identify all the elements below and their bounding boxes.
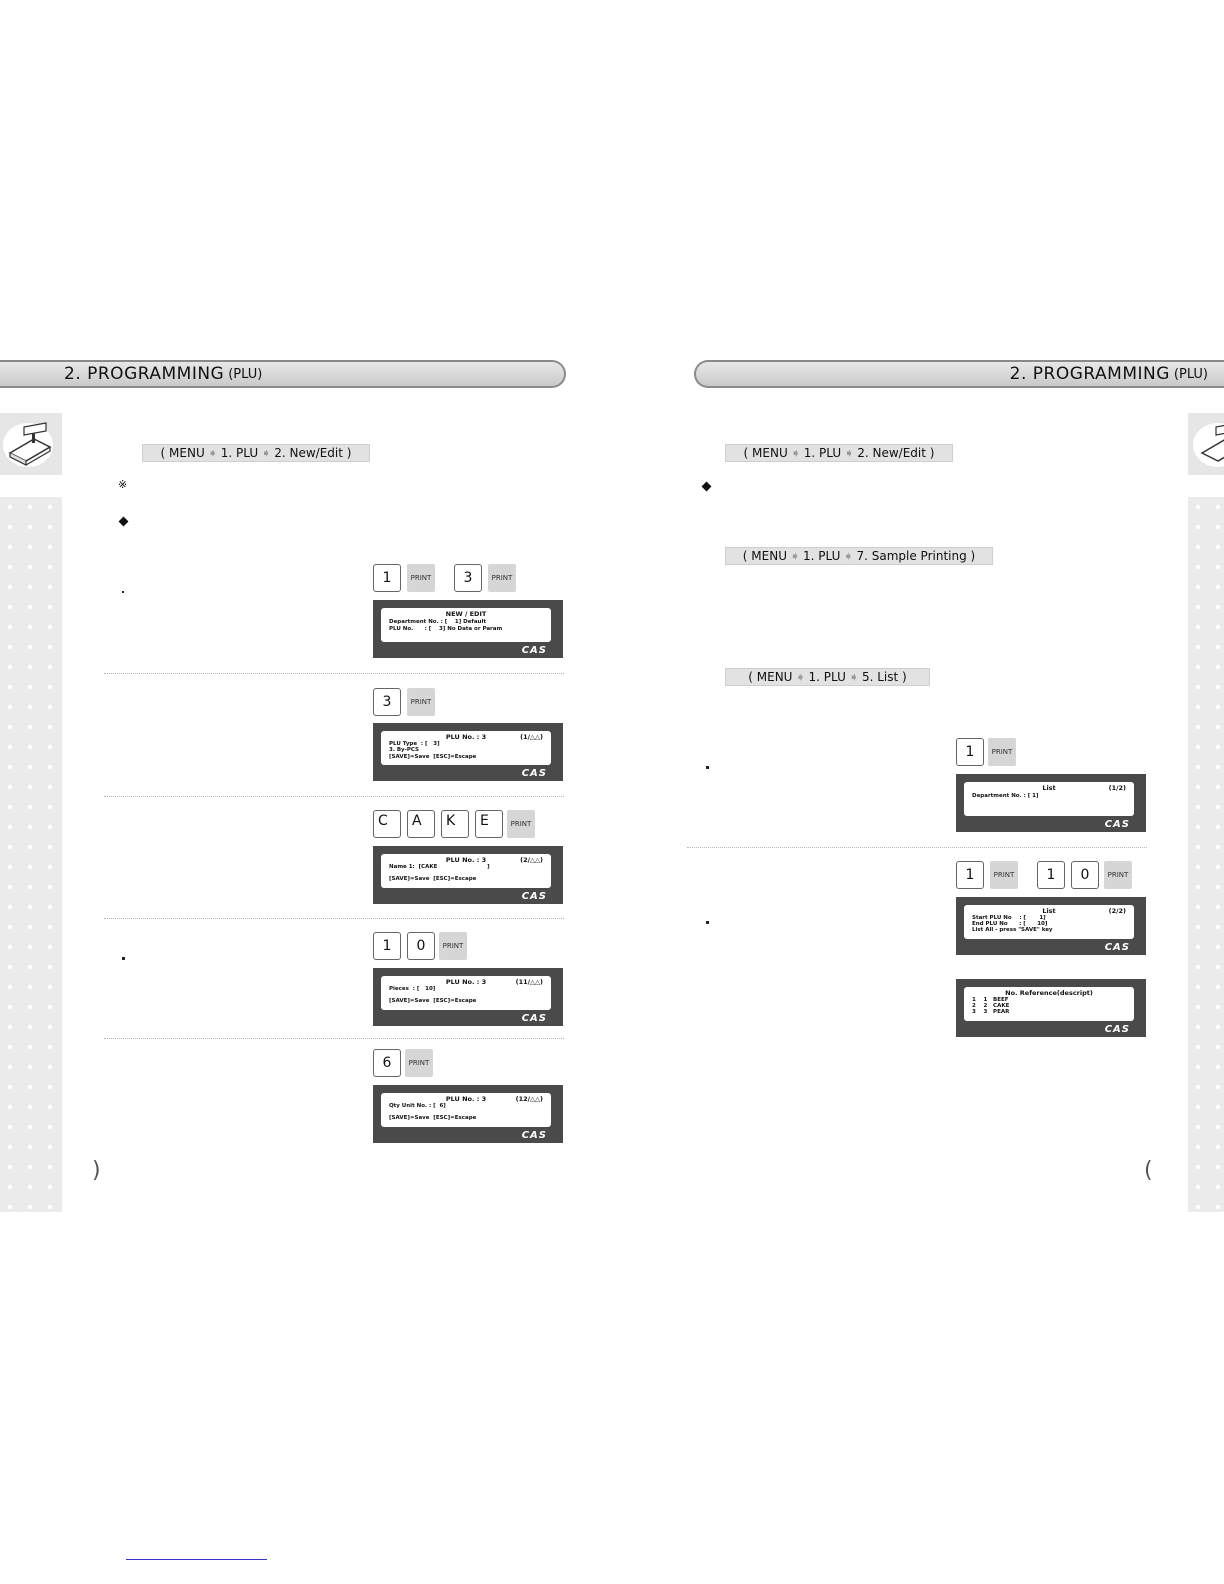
lcd-line: Pieces : [ 10] <box>389 986 436 992</box>
cas-logo: CAS <box>1104 942 1130 953</box>
lcd-line: [SAVE]=Save [ESC]=Escape <box>389 876 477 882</box>
menu-path-part: 1. PLU <box>803 549 841 563</box>
key-1[interactable]: 1 <box>373 932 401 960</box>
lcd-line: Name 1: [CAKE ] <box>389 864 490 870</box>
divider <box>104 673 564 674</box>
header-bar-right <box>694 360 1224 388</box>
print-key[interactable]: PRINT <box>488 564 516 592</box>
menu-path <box>142 444 370 462</box>
arrow-right-icon: ➧ <box>789 549 801 563</box>
lcd-display <box>956 897 1146 955</box>
lcd-title: PLU No. : 3 <box>445 978 487 986</box>
lcd-title: PLU No. : 3 <box>445 1095 487 1103</box>
print-key[interactable]: PRINT <box>407 564 435 592</box>
lcd-page: (1/△△) <box>520 733 543 741</box>
print-key[interactable]: PRINT <box>507 810 535 838</box>
lcd-display <box>956 774 1146 832</box>
menu-path-part: 7. Sample Printing ) <box>856 549 976 563</box>
print-key[interactable]: PRINT <box>1104 861 1132 889</box>
menu-path-part: 1. PLU <box>220 446 259 460</box>
lcd-line: PLU Type : [ 3] <box>389 741 440 747</box>
cas-logo: CAS <box>521 768 547 779</box>
menu-path-part: 2. New/Edit ) <box>274 446 352 460</box>
page-number-bracket: ) <box>92 1158 101 1183</box>
bullet-icon <box>706 766 709 769</box>
header-title: 2. PROGRAMMING <box>1009 364 1170 384</box>
lcd-title: List <box>1042 784 1056 792</box>
arrow-right-icon: ➧ <box>848 670 859 684</box>
lcd-line: List All - press "SAVE" key <box>972 927 1053 933</box>
key-1[interactable]: 1 <box>1037 861 1065 889</box>
arrow-right-icon: ➧ <box>790 446 801 460</box>
diamond-bullet-icon <box>702 482 712 492</box>
key-1[interactable]: 1 <box>373 564 401 592</box>
lcd-line: 2 2 CAKE <box>972 1003 1010 1009</box>
key-c[interactable]: C <box>373 810 401 838</box>
menu-path <box>725 444 953 462</box>
lcd-page: (2/△△) <box>520 856 543 864</box>
lcd-display <box>373 1085 563 1143</box>
arrow-right-icon: ➧ <box>843 549 854 563</box>
key-e[interactable]: E <box>475 810 503 838</box>
cas-logo: CAS <box>1104 1024 1130 1035</box>
menu-path-part: ( MENU <box>743 446 788 460</box>
print-key[interactable]: PRINT <box>988 738 1016 766</box>
menu-path-part: 1. PLU <box>808 670 846 684</box>
key-a[interactable]: A <box>407 810 435 838</box>
note-mark: ※ <box>118 478 128 491</box>
key-6[interactable]: 6 <box>373 1049 401 1077</box>
header-bar-left <box>0 360 566 388</box>
lcd-line: [SAVE]=Save [ESC]=Escape <box>389 754 477 760</box>
lcd-line: Start PLU No : [ 1] <box>972 915 1046 921</box>
key-3[interactable]: 3 <box>373 688 401 716</box>
lcd-page: (2/2) <box>1108 907 1126 915</box>
lcd-line: 3 3 PEAR <box>972 1009 1010 1015</box>
scale-icon <box>1188 413 1224 475</box>
cas-logo: CAS <box>521 891 547 902</box>
print-key[interactable]: PRINT <box>439 932 467 960</box>
side-strip-right <box>1188 497 1224 1212</box>
menu-path-part: ( MENU <box>160 446 205 460</box>
lcd-display <box>373 968 563 1026</box>
lcd-line: Qty Unit No. : [ 6] <box>389 1103 446 1109</box>
lcd-display <box>373 846 563 904</box>
key-0[interactable]: 0 <box>407 932 435 960</box>
header-subtitle: (PLU) <box>228 366 263 382</box>
divider <box>104 796 564 797</box>
lcd-page: (11/△△) <box>515 978 543 986</box>
lcd-display <box>956 979 1146 1037</box>
lcd-line: [SAVE]=Save [ESC]=Escape <box>389 1115 477 1121</box>
lcd-page: (1/2) <box>1108 784 1126 792</box>
print-key[interactable]: PRINT <box>405 1049 433 1077</box>
key-3[interactable]: 3 <box>454 564 482 592</box>
footer-link-line <box>126 1559 267 1560</box>
key-0[interactable]: 0 <box>1071 861 1099 889</box>
diamond-bullet-icon <box>119 517 129 527</box>
menu-path <box>725 668 930 686</box>
divider <box>104 918 564 919</box>
lcd-title: List <box>1042 907 1056 915</box>
bullet-icon <box>122 957 125 960</box>
menu-path-part: ( MENU <box>748 670 793 684</box>
lcd-line: 1 1 BEEF <box>972 997 1009 1003</box>
lcd-line: PLU No. : [ 3] No Data or Param <box>389 626 503 632</box>
menu-path <box>725 547 993 565</box>
bullet-icon <box>122 591 124 593</box>
page-number-bracket: ( <box>1144 1158 1153 1183</box>
menu-path-part: 5. List ) <box>861 670 907 684</box>
lcd-line: Department No. : [ 1] Default <box>389 619 486 625</box>
bullet-icon <box>706 921 709 924</box>
header-title: 2. PROGRAMMING <box>64 364 225 384</box>
side-strip-left <box>0 497 62 1212</box>
lcd-title: PLU No. : 3 <box>445 856 487 864</box>
lcd-title: No. Reference(descript) <box>1005 989 1093 997</box>
lcd-line: Department No. : [ 1] <box>972 793 1039 799</box>
key-1[interactable]: 1 <box>956 861 984 889</box>
lcd-line: 3. By-PCS <box>389 747 420 753</box>
menu-path-part: ( MENU <box>742 549 787 563</box>
arrow-right-icon: ➧ <box>795 670 806 684</box>
cas-logo: CAS <box>521 1013 547 1024</box>
lcd-title: NEW / EDIT <box>445 610 487 618</box>
cas-logo: CAS <box>1104 819 1130 830</box>
header-subtitle: (PLU) <box>1173 366 1208 382</box>
arrow-right-icon: ➧ <box>207 446 218 460</box>
print-key[interactable]: PRINT <box>990 861 1018 889</box>
cas-logo: CAS <box>521 645 547 656</box>
arrow-right-icon: ➧ <box>261 446 272 460</box>
print-key[interactable]: PRINT <box>407 688 435 716</box>
cas-logo: CAS <box>521 1130 547 1141</box>
lcd-display <box>373 723 563 781</box>
key-1[interactable]: 1 <box>956 738 984 766</box>
menu-path-part: 1. PLU <box>803 446 842 460</box>
divider <box>687 847 1147 848</box>
divider <box>104 1038 564 1039</box>
key-k[interactable]: K <box>441 810 469 838</box>
lcd-page: (12/△△) <box>515 1095 543 1103</box>
scale-icon <box>0 413 62 475</box>
lcd-line: [SAVE]=Save [ESC]=Escape <box>389 998 477 1004</box>
menu-path-part: 2. New/Edit ) <box>857 446 935 460</box>
lcd-display <box>373 600 563 658</box>
lcd-line: End PLU No : [ 10] <box>972 921 1048 927</box>
lcd-title: PLU No. : 3 <box>445 733 487 741</box>
arrow-right-icon: ➧ <box>844 446 855 460</box>
